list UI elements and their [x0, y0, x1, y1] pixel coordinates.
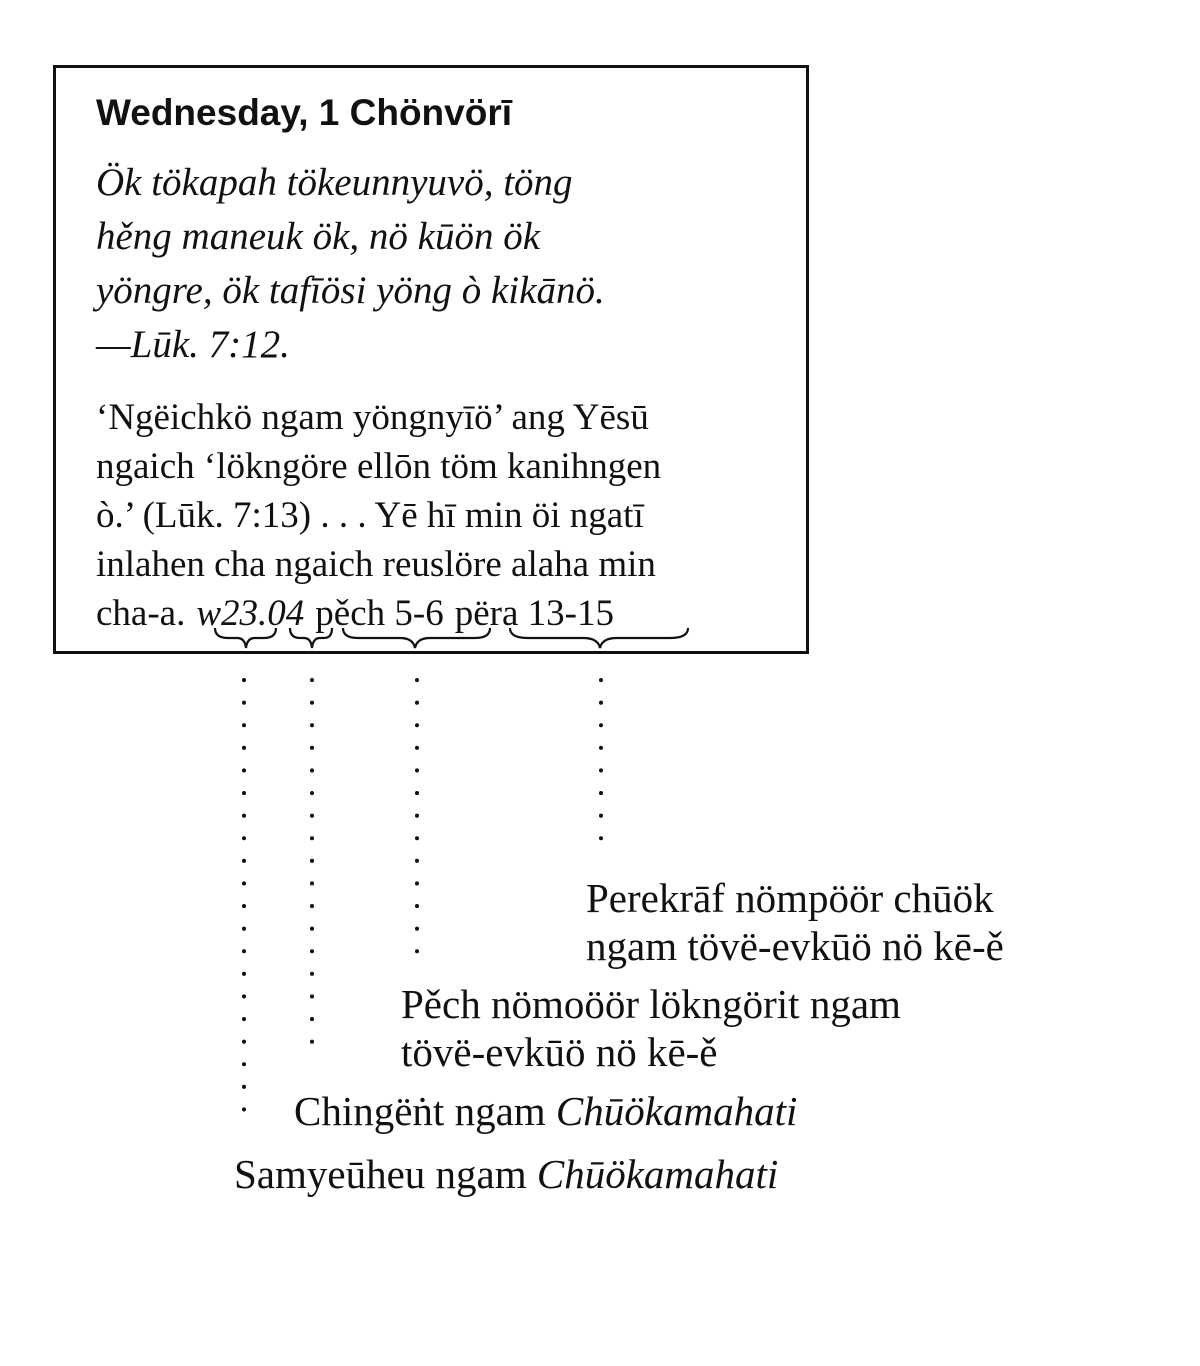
brace-paragraphs — [510, 628, 688, 648]
brace-page — [343, 628, 490, 648]
reference-paragraphs: përa 13-15 — [454, 593, 614, 634]
label-prefix: Chingëṅt ngam — [294, 1088, 546, 1134]
label-line: Perekrāf nömpöör chūök — [586, 875, 994, 921]
comment-line-text: ò.’ (Lūk. 7:13) . . . Yē hī min öi ngatī — [96, 495, 644, 536]
reference-issue: .04 — [258, 593, 305, 634]
comment-line-text: inlahen cha ngaich reuslöre alaha min — [96, 544, 656, 585]
comment-line-text: cha-a. — [96, 593, 186, 634]
label-page — [401, 980, 901, 1076]
reference-publication: w23 — [196, 593, 259, 634]
label-year — [234, 1150, 778, 1198]
label-magazine-name: Chūökamahati — [536, 1151, 779, 1197]
brace-issue — [290, 628, 332, 648]
label-issue — [294, 1087, 797, 1135]
date-heading: Wednesday, 1 Chönvörī — [96, 92, 512, 133]
label-magazine-name: Chūökamahati — [555, 1088, 798, 1134]
verse-line: Ök tökapah tökeunnyuvö, töng — [96, 161, 573, 204]
label-line: ngam tövë-evkūö nö kē-ě — [586, 923, 1004, 969]
verse-line: yöngre, ök tafīösi yöng ò kikānö. — [96, 269, 605, 312]
label-line: tövë-evkūö nö kē-ě — [401, 1029, 718, 1075]
reference-page: pěch 5-6 — [315, 593, 444, 634]
verse-line: hěng maneuk ök, nö kūön ök — [96, 215, 541, 258]
verse-citation: —Lūk. 7:12. — [96, 323, 290, 366]
label-paragraphs — [586, 874, 1004, 970]
label-line: Pěch nömoöör lökngörit ngam — [401, 981, 901, 1027]
comment-line-text: ngaich ‘lökngöre ellōn töm kanihngen — [96, 446, 662, 487]
brace-publication — [215, 628, 276, 648]
comment-line-text: ‘Ngëichkö ngam yöngnyīö’ ang Yēsū — [96, 397, 649, 438]
label-prefix: Samyeūheu ngam — [234, 1151, 527, 1197]
